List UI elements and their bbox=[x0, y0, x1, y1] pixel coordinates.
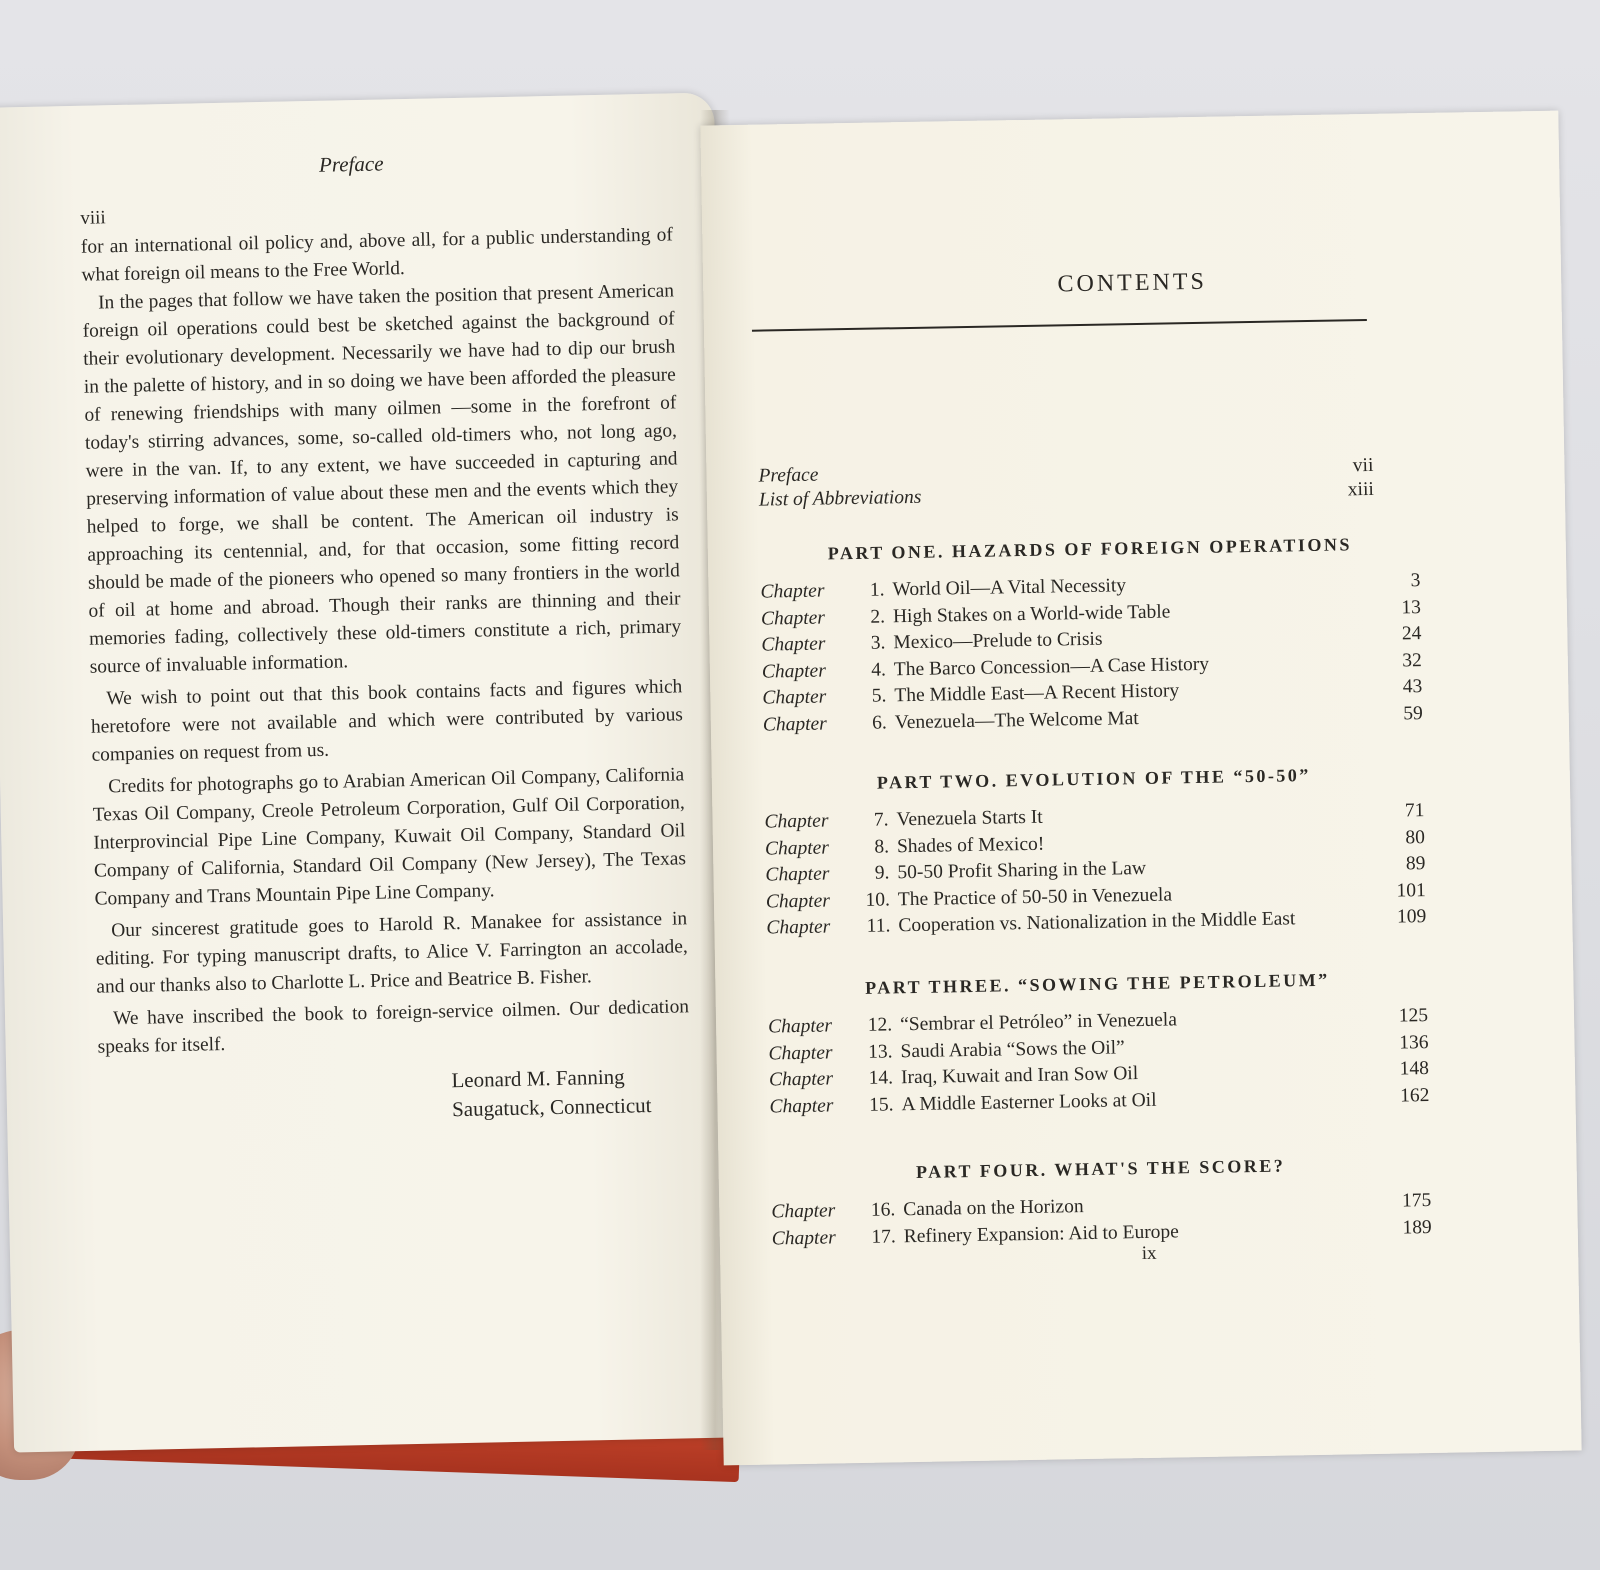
chapter-page: 43 bbox=[1402, 676, 1423, 698]
chapter-number: 4. bbox=[871, 658, 887, 681]
chapter-word: Chapter bbox=[767, 1015, 833, 1038]
page-number-left: viii bbox=[80, 207, 106, 229]
chapter-page: 80 bbox=[1405, 826, 1426, 848]
chapter-title: A Middle Easterner Looks at Oil bbox=[901, 1089, 1157, 1115]
chapter-word: Chapter bbox=[760, 580, 825, 603]
entry-page: vii bbox=[1352, 454, 1374, 477]
entry-page: xiii bbox=[1347, 478, 1375, 501]
chapter-title: 50-50 Profit Sharing in the Law bbox=[897, 857, 1147, 884]
chapter-page: 13 bbox=[1401, 596, 1422, 618]
chapter-title: Cooperation vs. Nationalization in the Middle East bbox=[898, 908, 1296, 937]
chapter-page: 32 bbox=[1402, 649, 1422, 671]
running-head: Preface bbox=[318, 151, 384, 177]
chapter-title: The Practice of 50-50 in Venezuela bbox=[897, 883, 1173, 910]
chapter-word: Chapter bbox=[764, 810, 829, 833]
chapter-title: Shades of Mexico! bbox=[896, 833, 1045, 857]
chapter-number: 15. bbox=[868, 1093, 894, 1116]
chapter-number: 17. bbox=[871, 1225, 896, 1248]
chapter-number: 3. bbox=[870, 632, 886, 654]
chapter-number: 2. bbox=[870, 605, 886, 628]
chapter-title: World Oil—A Vital Necessity bbox=[892, 575, 1127, 601]
chapter-number: 13. bbox=[868, 1040, 893, 1063]
chapter-word: Chapter bbox=[762, 712, 827, 736]
chapter-number: 9. bbox=[874, 862, 890, 884]
chapter-title: Iraq, Kuwait and Iran Sow Oil bbox=[900, 1063, 1139, 1089]
entry-label: Preface bbox=[758, 464, 819, 487]
part-two bbox=[764, 763, 1427, 942]
chapter-page: 148 bbox=[1399, 1058, 1430, 1080]
chapter-page: 109 bbox=[1396, 906, 1427, 928]
chapter-page: 101 bbox=[1396, 879, 1427, 902]
front-matter-list bbox=[758, 454, 1374, 513]
title-rule bbox=[752, 319, 1367, 332]
chapter-number: 6. bbox=[872, 711, 888, 734]
chapter-title: High Stakes on a World-wide Table bbox=[892, 600, 1171, 627]
chapter-title: Saudi Arabia “Sows the Oil” bbox=[900, 1036, 1125, 1062]
chapter-word: Chapter bbox=[760, 606, 826, 630]
chapter-word: Chapter bbox=[766, 916, 831, 939]
chapter-page: 59 bbox=[1403, 702, 1423, 724]
chapter-title: Mexico—Prelude to Crisis bbox=[893, 628, 1103, 654]
chapter-page: 189 bbox=[1402, 1216, 1432, 1239]
chapter-page: 125 bbox=[1398, 1005, 1429, 1027]
author-name: Leonard M. Fanning bbox=[451, 1064, 625, 1093]
part-title: PART ONE. HAZARDS OF FOREIGN OPERATIONS bbox=[827, 534, 1353, 564]
signature-block bbox=[451, 1062, 652, 1124]
chapter-number: 1. bbox=[869, 579, 885, 601]
chapter-page: 162 bbox=[1399, 1084, 1430, 1107]
preface-paragraph: Our sincerest gratitude goes to Harold R. Manakee for assistance in editing. For typing manuscript drafts, to Alice V. Farrington an accolade, and our thanks also to Charlotte L. Price and Beatrice B. Fisher. bbox=[95, 908, 688, 998]
part-title: PART TWO. EVOLUTION OF THE “50-50” bbox=[876, 765, 1312, 793]
chapter-title: Venezuela Starts It bbox=[896, 806, 1043, 831]
part-three bbox=[767, 968, 1429, 1120]
chapter-page: 89 bbox=[1405, 853, 1426, 875]
chapter-number: 8. bbox=[874, 835, 890, 858]
chapter-title: The Barco Concession—A Case History bbox=[893, 653, 1210, 680]
chapter-title: “Sembrar el Petróleo” in Venezuela bbox=[899, 1009, 1178, 1036]
chapter-word: Chapter bbox=[765, 889, 831, 913]
chapter-page: 136 bbox=[1399, 1031, 1429, 1054]
preface-paragraph: In the pages that follow we have taken the position that present American foreign oil operations could best be sketched against the background of their evolutionary development. Necessarily we have had to dip our brush in the palette of history, and in so doing we have been afforded the pleasure of renewing friendships with many oilmen —some in the forefront of today's stirring advances, some, so-called old-timers who, not long ago, were in the van. If, to any extent, we have succeeded in capturing and preserving information of value about these men and the events which they helped to forge, we shall be content. The American oil industry is approaching its centennial, and, for that occasion, some fitting record should be made of the pioneers who opened so many frontiers in the world of oil at home and abroad. Though their ranks are thinning and their memories fading, collectively these old-timers constitute a rich, primary source of invaluable information. bbox=[82, 280, 682, 678]
chapter-word: Chapter bbox=[768, 1068, 834, 1091]
chapter-page: 71 bbox=[1404, 800, 1425, 822]
chapter-word: Chapter bbox=[764, 836, 830, 860]
chapter-page: 3 bbox=[1410, 570, 1421, 592]
part-one bbox=[760, 533, 1423, 738]
chapter-page: 175 bbox=[1401, 1189, 1432, 1212]
chapter-word: Chapter bbox=[771, 1200, 836, 1223]
chapter-word: Chapter bbox=[771, 1226, 836, 1250]
chapter-word: Chapter bbox=[761, 659, 827, 683]
chapter-number: 10. bbox=[865, 888, 891, 911]
entry-label: List of Abbreviations bbox=[758, 486, 922, 511]
chapter-title: Refinery Expansion: Aid to Europe bbox=[903, 1220, 1180, 1247]
contents-title: CONTENTS bbox=[1057, 268, 1208, 298]
part-four bbox=[771, 1153, 1432, 1253]
chapter-number: 16. bbox=[870, 1199, 896, 1221]
chapter-word: Chapter bbox=[765, 863, 830, 886]
preface-paragraph: We have inscribed the book to foreign-service oilmen. Our dedication speaks for itself. bbox=[97, 996, 690, 1058]
chapter-number: 14. bbox=[868, 1067, 894, 1089]
chapter-word: Chapter bbox=[761, 633, 826, 656]
right-page-contents bbox=[700, 111, 1581, 1466]
chapter-number: 5. bbox=[871, 685, 887, 707]
chapter-number: 12. bbox=[867, 1014, 893, 1036]
preface-paragraph: Credits for photographs go to Arabian American Oil Company, California Texas Oil Company, Creole Petroleum Corporation, Gulf Oil Corporation, Interprovincial Pipe Line Company, Kuwait Oil Company, Standard Oil Company of California, Standard Oil Company (New Jersey), The Texas Company and Trans Mountain Pipe Line Company. bbox=[92, 764, 687, 910]
author-place: Saugatuck, Connecticut bbox=[451, 1093, 652, 1122]
left-page-preface bbox=[0, 93, 742, 1453]
chapter-title: Venezuela—The Welcome Mat bbox=[894, 707, 1139, 733]
preface-body bbox=[81, 221, 690, 1061]
part-title: PART FOUR. WHAT'S THE SCORE? bbox=[915, 1155, 1286, 1182]
part-title: PART THREE. “SOWING THE PETROLEUM” bbox=[864, 969, 1330, 998]
chapter-number: 11. bbox=[866, 915, 891, 937]
chapter-word: Chapter bbox=[769, 1094, 834, 1118]
chapter-word: Chapter bbox=[762, 686, 827, 709]
page-number-right: ix bbox=[1141, 1242, 1157, 1265]
chapter-title: The Middle East—A Recent History bbox=[894, 680, 1180, 707]
chapter-word: Chapter bbox=[768, 1041, 833, 1065]
preface-paragraph: We wish to point out that this book contains facts and figures which heretofore were not available and which were contributed by various companies on request from us. bbox=[90, 676, 684, 766]
chapter-title: Canada on the Horizon bbox=[903, 1196, 1084, 1221]
preface-paragraph: for an international oil policy and, above all, for a public understanding of what foreign oil means to the Free World. bbox=[80, 224, 674, 286]
chapter-number: 7. bbox=[873, 809, 889, 831]
chapter-page: 24 bbox=[1401, 623, 1422, 645]
